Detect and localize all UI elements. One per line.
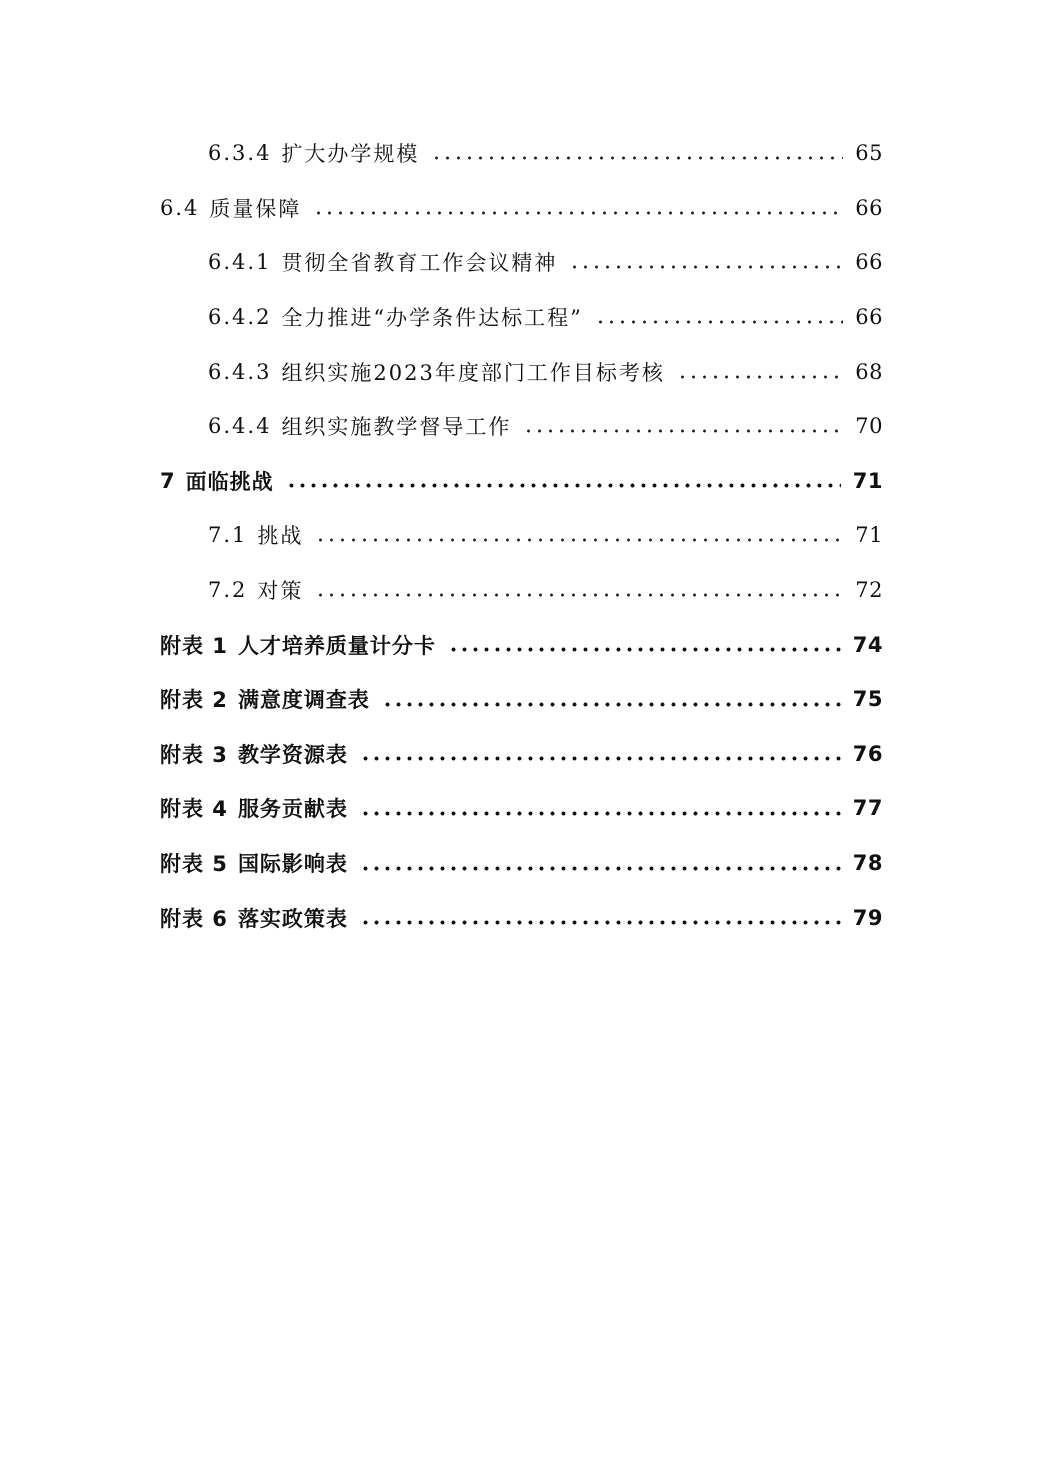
toc-dot-leader — [595, 320, 843, 324]
toc-entry-title: 全力推进“办学条件达标工程” — [281, 306, 583, 331]
toc-entry-page: 79 — [852, 905, 883, 930]
toc-entry-number: 7 — [160, 468, 176, 493]
toc-entry-page: 76 — [852, 741, 883, 766]
toc-entry-number: 6.4.1 — [208, 250, 272, 275]
toc-entry[interactable] — [160, 181, 883, 236]
toc-entry[interactable] — [160, 344, 883, 399]
toc-entry[interactable] — [160, 617, 883, 672]
toc-entry-page: 66 — [855, 305, 883, 330]
toc-entry-page: 66 — [855, 250, 883, 275]
toc-entry[interactable] — [160, 836, 883, 891]
toc-dot-leader — [523, 429, 843, 433]
toc-entry[interactable] — [160, 235, 883, 290]
toc-entry-page: 75 — [852, 687, 883, 712]
toc-entry[interactable] — [160, 890, 883, 945]
toc-dot-leader — [313, 211, 843, 215]
toc-dot-leader — [382, 702, 841, 707]
toc-dot-leader — [360, 756, 841, 761]
toc-entry-number: 附表 3 — [160, 742, 228, 767]
toc-entry-page: 70 — [855, 414, 883, 439]
toc-entry-title: 教学资源表 — [237, 742, 348, 767]
toc-dot-leader — [360, 920, 841, 925]
toc-entry-title: 质量保障 — [209, 196, 302, 221]
toc-entry-title: 挑战 — [257, 524, 304, 549]
toc-entry[interactable] — [160, 454, 883, 509]
toc-entry-number: 6.3.4 — [208, 141, 272, 166]
toc-dot-leader — [360, 866, 841, 871]
toc-entry-title: 国际影响表 — [237, 852, 348, 877]
toc-entry-title: 组织实施教学督导工作 — [281, 415, 512, 440]
toc-entry-title: 满意度调查表 — [237, 688, 370, 713]
toc-entry-number: 6.4 — [160, 195, 200, 220]
toc-dot-leader — [431, 156, 843, 160]
toc-entry-number: 附表 1 — [160, 633, 228, 658]
toc-entry-number: 附表 5 — [160, 852, 228, 877]
toc-entry[interactable] — [160, 672, 883, 727]
toc-entry[interactable] — [160, 508, 883, 563]
toc-entry-title: 贯彻全省教育工作会议精神 — [281, 251, 558, 276]
toc-entry-number: 6.4.2 — [208, 305, 272, 330]
toc-entry[interactable] — [160, 399, 883, 454]
toc-entry-title: 组织实施2023年度部门工作目标考核 — [281, 360, 665, 385]
toc-dot-leader — [315, 538, 843, 542]
toc-entry-title: 落实政策表 — [237, 906, 348, 931]
toc-entry-page: 78 — [852, 851, 883, 876]
toc-entry-number: 附表 6 — [160, 906, 228, 931]
toc-entry-title: 服务贡献表 — [237, 797, 348, 822]
toc-entry-page: 77 — [852, 796, 883, 821]
toc-dot-leader — [286, 483, 841, 488]
toc-entry-number: 6.4.3 — [208, 359, 272, 384]
toc-entry-page: 65 — [855, 141, 883, 166]
toc-entry-page: 68 — [855, 359, 883, 384]
toc-dot-leader — [569, 265, 843, 269]
toc-entry[interactable] — [160, 126, 883, 181]
toc-entry-number: 附表 4 — [160, 797, 228, 822]
toc-entry[interactable] — [160, 781, 883, 836]
toc-dot-leader — [360, 811, 841, 816]
toc-entry-title: 人才培养质量计分卡 — [237, 633, 436, 658]
toc-dot-leader — [315, 593, 843, 597]
toc-entry-page: 74 — [852, 632, 883, 657]
toc-entry-page: 66 — [855, 195, 883, 220]
toc-entry-page: 71 — [852, 468, 883, 493]
toc-entry-page: 72 — [855, 578, 883, 603]
toc-entry[interactable] — [160, 563, 883, 618]
table-of-contents — [160, 126, 883, 945]
toc-entry-number: 7.2 — [208, 578, 248, 603]
toc-dot-leader — [448, 647, 841, 652]
toc-entry[interactable] — [160, 290, 883, 345]
toc-entry-title: 扩大办学规模 — [281, 142, 420, 167]
toc-entry-page: 71 — [855, 523, 883, 548]
toc-entry-number: 7.1 — [208, 523, 248, 548]
toc-entry-number: 6.4.4 — [208, 414, 272, 439]
toc-entry-title: 对策 — [257, 579, 304, 604]
toc-dot-leader — [677, 375, 843, 379]
toc-entry-title: 面临挑战 — [185, 469, 274, 494]
toc-entry[interactable] — [160, 727, 883, 782]
toc-entry-number: 附表 2 — [160, 688, 228, 713]
